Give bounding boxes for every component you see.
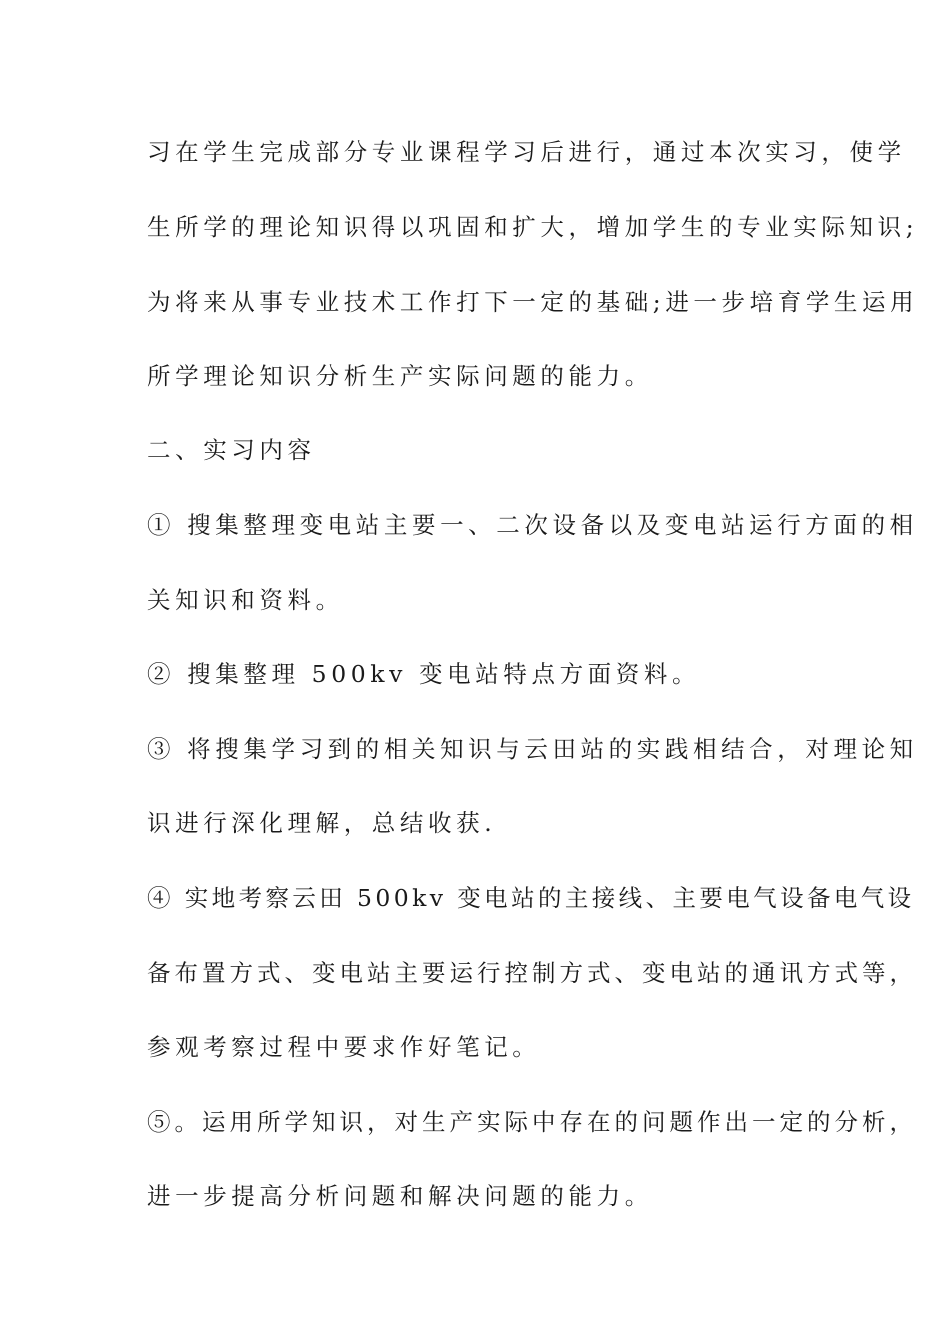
list-item-2: ② 搜集整理 500kv 变电站特点方面资料。 bbox=[147, 660, 701, 688]
list-item-5: ⑤。运用所学知识，对生产实际中存在的问题作出一定的分析， bbox=[147, 1108, 917, 1136]
list-item-5-continued: 进一步提高分析问题和解决问题的能力。 bbox=[147, 1182, 653, 1210]
list-item-4: ④ 实地考察云田 500kv 变电站的主接线、主要电气设备电气设 bbox=[147, 884, 915, 912]
list-item-3: ③ 将搜集学习到的相关知识与云田站的实践相结合，对理论知 bbox=[147, 735, 918, 763]
list-item-3-continued: 识进行深化理解，总结收获. bbox=[147, 809, 497, 837]
section-heading: 二、实习内容 bbox=[147, 436, 316, 464]
list-item-4-continued: 参观考察过程中要求作好笔记。 bbox=[147, 1033, 541, 1061]
list-item-4-continued: 备布置方式、变电站主要运行控制方式、变电站的通讯方式等， bbox=[147, 959, 917, 987]
list-item-1: ① 搜集整理变电站主要一、二次设备以及变电站运行方面的相 bbox=[147, 511, 918, 539]
paragraph-line: 所学理论知识分析生产实际问题的能力。 bbox=[147, 362, 653, 390]
paragraph-line: 生所学的理论知识得以巩固和扩大，增加学生的专业实际知识; bbox=[147, 213, 919, 241]
paragraph-line: 为将来从事专业技术工作打下一定的基础;进一步培育学生运用 bbox=[147, 288, 919, 316]
list-item-1-continued: 关知识和资料。 bbox=[147, 586, 344, 614]
paragraph-line: 习在学生完成部分专业课程学习后进行，通过本次实习，使学 bbox=[147, 138, 906, 166]
